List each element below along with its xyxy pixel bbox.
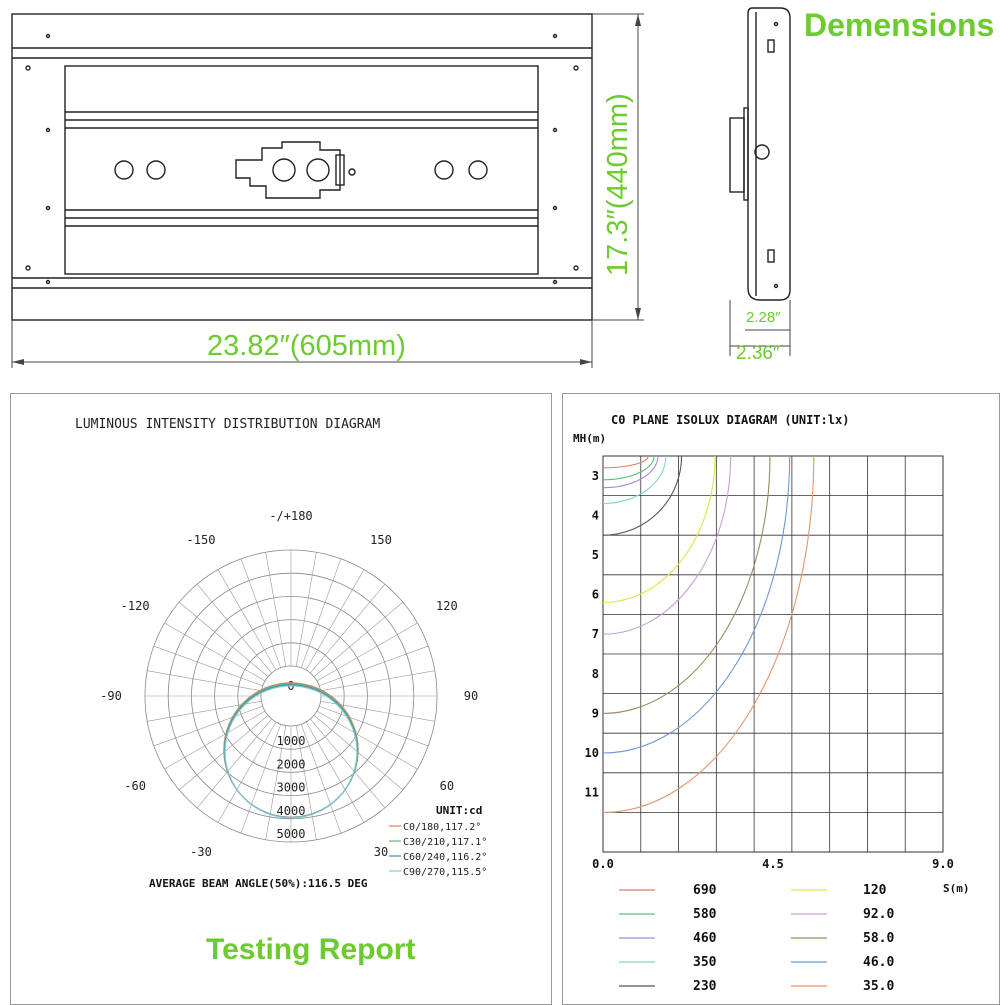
polar-radial-label: 3000 (276, 780, 306, 795)
polar-spoke (154, 646, 263, 686)
isolux-x-tick: 4.5 (762, 857, 784, 871)
polar-spoke (154, 706, 263, 746)
isolux-panel (562, 393, 1000, 1005)
isolux-title: C0 PLANE ISOLUX DIAGRAM (UNIT:lx) (611, 413, 850, 427)
isolux-legend-label: 46.0 (863, 955, 895, 970)
polar-angle-label: -120 (120, 599, 150, 613)
isolux-y-tick: 5 (591, 548, 599, 562)
polar-angle-label: -30 (190, 844, 212, 859)
side-outer-depth-label: 2.36″ (736, 343, 780, 364)
isolux-legend-label: 35.0 (863, 979, 895, 994)
polar-spoke (319, 706, 428, 746)
isolux-contour (603, 456, 658, 488)
polar-spoke (301, 724, 341, 833)
isolux-contour (603, 456, 648, 468)
polar-angle-label: -60 (124, 779, 146, 793)
polar-angle-label: 90 (463, 689, 479, 703)
polar-spoke (321, 671, 435, 691)
isolux-y-tick: 8 (591, 666, 599, 681)
isolux-y-axis-label: MH(m) (573, 432, 607, 445)
isolux-contour (603, 456, 770, 713)
polar-legend-label: C60/240,116.2° (403, 852, 488, 863)
polar-radial-label: 4000 (276, 803, 306, 818)
isolux-legend-label: 120 (863, 883, 887, 898)
isolux-contour (603, 456, 814, 812)
polar-angle-label: 0 (287, 679, 295, 693)
isolux-y-tick: 4 (591, 508, 599, 523)
polar-panel (10, 393, 552, 1005)
isolux-y-tick: 11 (584, 785, 599, 800)
polar-spoke (241, 559, 281, 668)
isolux-contour (603, 456, 731, 634)
polar-radial-label: 5000 (276, 827, 306, 841)
isolux-legend-label: 460 (693, 931, 717, 946)
isolux-x-axis-label: S(m) (943, 882, 970, 895)
height-dimension-label: 17.3″(440mm) (602, 93, 634, 276)
polar-chart (11, 394, 551, 1004)
side-inner-depth-label: 2.28″ (746, 309, 781, 326)
polar-ring (261, 666, 321, 726)
dimensions-title: Demensions (804, 7, 995, 43)
isolux-legend-label: 92.0 (863, 907, 895, 922)
polar-legend-label: C90/270,115.5° (403, 867, 488, 878)
polar-spoke (301, 559, 341, 668)
polar-spoke (266, 552, 286, 666)
polar-spoke (241, 724, 281, 833)
isolux-legend-label: 690 (693, 883, 717, 898)
polar-spoke (296, 552, 316, 666)
polar-angle-label: 120 (436, 599, 458, 613)
polar-angle-label: -150 (186, 533, 216, 548)
isolux-legend-label: 580 (693, 907, 717, 922)
polar-angle-label: 30 (373, 844, 389, 859)
polar-radial-label: 1000 (276, 734, 306, 749)
polar-angle-label: 60 (439, 779, 455, 793)
width-dimension-label: 23.82″(605mm) (207, 330, 406, 362)
polar-radial-label: 2000 (276, 757, 306, 772)
isolux-y-tick: 9 (591, 706, 599, 721)
polar-title: LUMINOUS INTENSITY DISTRIBUTION DIAGRAM (75, 417, 381, 432)
polar-angle-label: 150 (370, 533, 392, 548)
isolux-y-tick: 7 (591, 627, 599, 642)
isolux-y-tick: 10 (584, 746, 599, 760)
isolux-legend-label: 350 (693, 955, 717, 970)
polar-angle-label: -90 (100, 689, 122, 703)
polar-legend-label: C0/180,117.2° (403, 822, 482, 833)
isolux-legend-label: 230 (693, 979, 717, 994)
isolux-x-tick: 0.0 (592, 857, 614, 871)
isolux-legend-label: 58.0 (863, 931, 895, 946)
polar-legend-label: C30/210,117.1° (403, 837, 488, 848)
isolux-chart (563, 394, 999, 1004)
isolux-contour (603, 456, 790, 753)
isolux-grid (603, 456, 943, 852)
polar-grid (145, 550, 437, 842)
isolux-x-tick: 9.0 (932, 857, 954, 871)
polar-angle-label: -/+180 (269, 509, 313, 523)
polar-spoke (147, 671, 261, 691)
beam-angle-text: AVERAGE BEAM ANGLE(50%):116.5 DEG (149, 877, 368, 890)
isolux-y-tick: 3 (591, 468, 599, 483)
isolux-y-tick: 6 (591, 587, 599, 602)
testing-report-title: Testing Report (206, 933, 416, 966)
polar-spoke (319, 646, 428, 686)
polar-unit-label: UNIT:cd (436, 804, 483, 817)
